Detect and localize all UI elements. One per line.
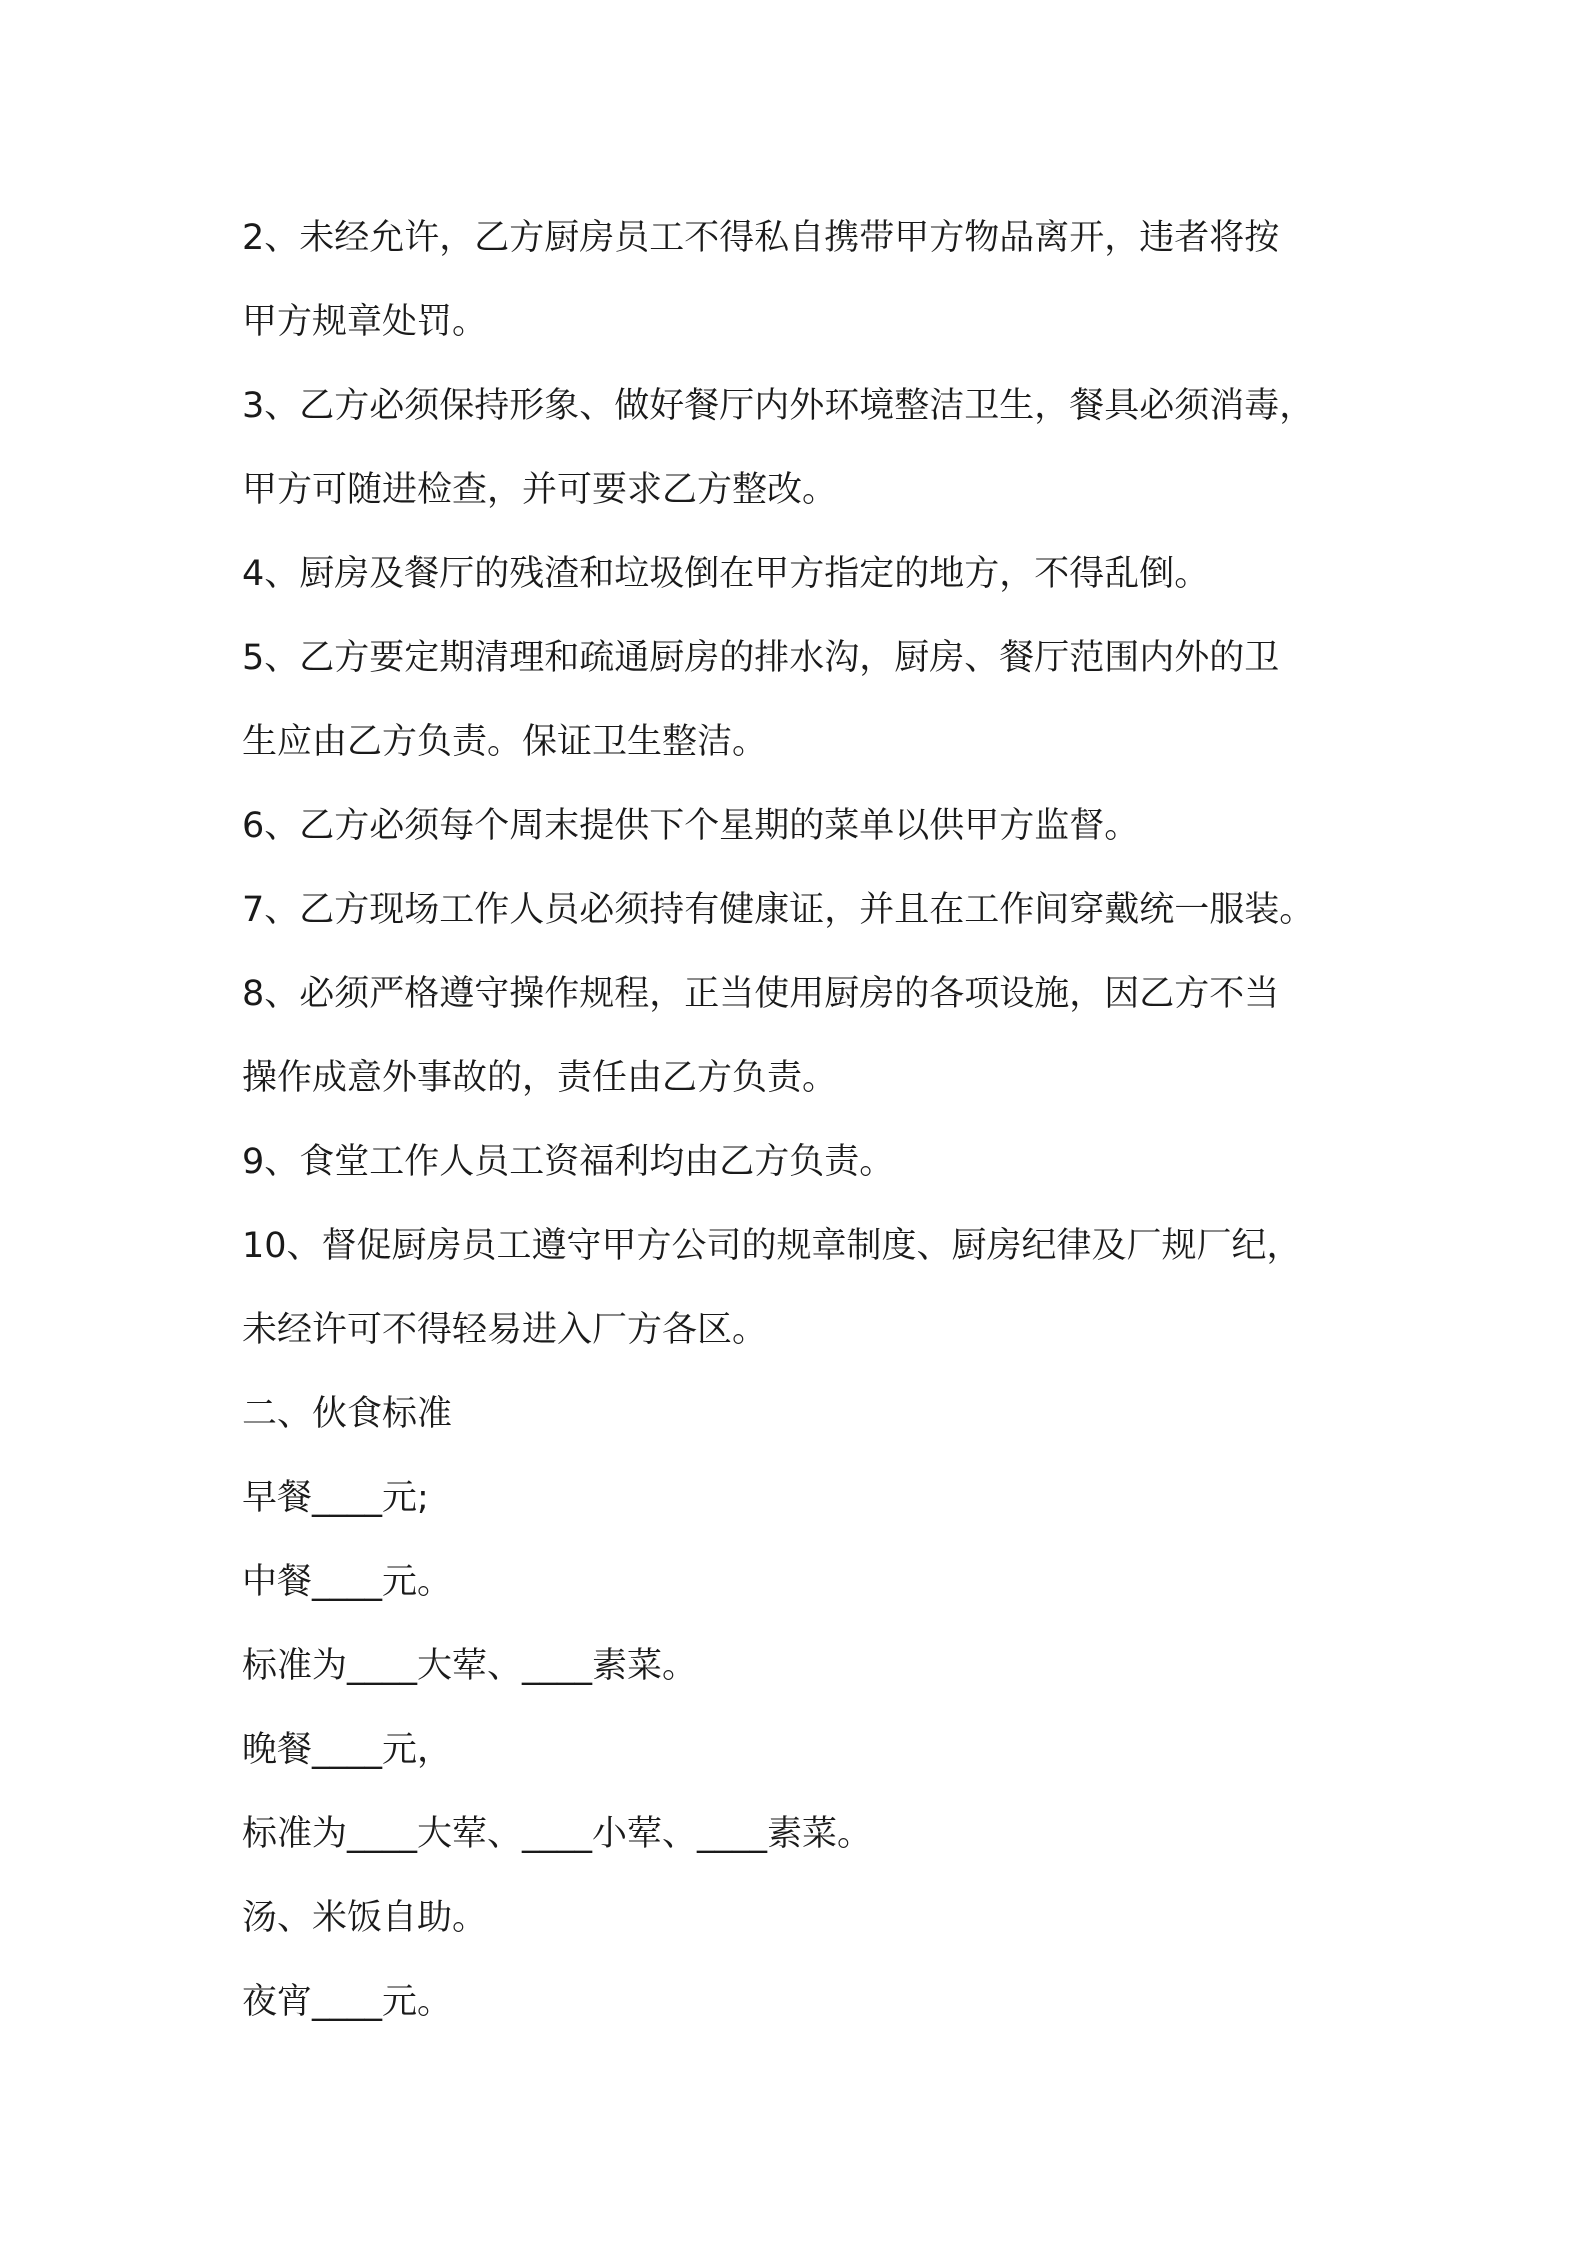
clause-5-line-2: 生应由乙方负责。保证卫生整洁。 [242, 722, 768, 762]
section-heading-meal-standard: 二、伙食标准 [242, 1394, 453, 1434]
clause-2-line-1: 2、未经允许，乙方厨房员工不得私自携带甲方物品离开，违者将按 [242, 218, 1280, 258]
clause-8-line-2: 操作成意外事故的，责任由乙方负责。 [242, 1058, 838, 1098]
lunch-standard-line: 标准为____大荤、____素菜。 [242, 1646, 698, 1686]
clause-10-line-2: 未经许可不得轻易进入厂方各区。 [242, 1310, 768, 1350]
dinner-standard-line: 标准为____大荤、____小荤、____素菜。 [242, 1814, 873, 1854]
lunch-line: 中餐____元。 [242, 1562, 453, 1602]
document-body [242, 196, 1392, 2044]
clause-9: 9、食堂工作人员工资福利均由乙方负责。 [242, 1142, 895, 1182]
clause-7: 7、乙方现场工作人员必须持有健康证，并且在工作间穿戴统一服装。 [242, 890, 1315, 930]
dinner-line: 晚餐____元， [242, 1730, 453, 1770]
clause-10-line-1: 10、督促厨房员工遵守甲方公司的规章制度、厨房纪律及厂规厂纪， [242, 1226, 1302, 1266]
clause-6: 6、乙方必须每个周末提供下个星期的菜单以供甲方监督。 [242, 806, 1140, 846]
clause-8-line-1: 8、必须严格遵守操作规程，正当使用厨房的各项设施，因乙方不当 [242, 974, 1280, 1014]
breakfast-line: 早餐____元; [242, 1478, 429, 1518]
soup-rice-line: 汤、米饭自助。 [242, 1898, 488, 1938]
clause-5-line-1: 5、乙方要定期清理和疏通厨房的排水沟，厨房、餐厅范围内外的卫 [242, 638, 1280, 678]
clause-2-line-2: 甲方规章处罚。 [242, 302, 488, 342]
clause-3-line-1: 3、乙方必须保持形象、做好餐厅内外环境整洁卫生，餐具必须消毒， [242, 386, 1315, 426]
late-snack-line: 夜宵____元。 [242, 1982, 453, 2022]
clause-3-line-2: 甲方可随进检查，并可要求乙方整改。 [242, 470, 838, 510]
clause-4: 4、厨房及餐厅的残渣和垃圾倒在甲方指定的地方，不得乱倒。 [242, 554, 1210, 594]
